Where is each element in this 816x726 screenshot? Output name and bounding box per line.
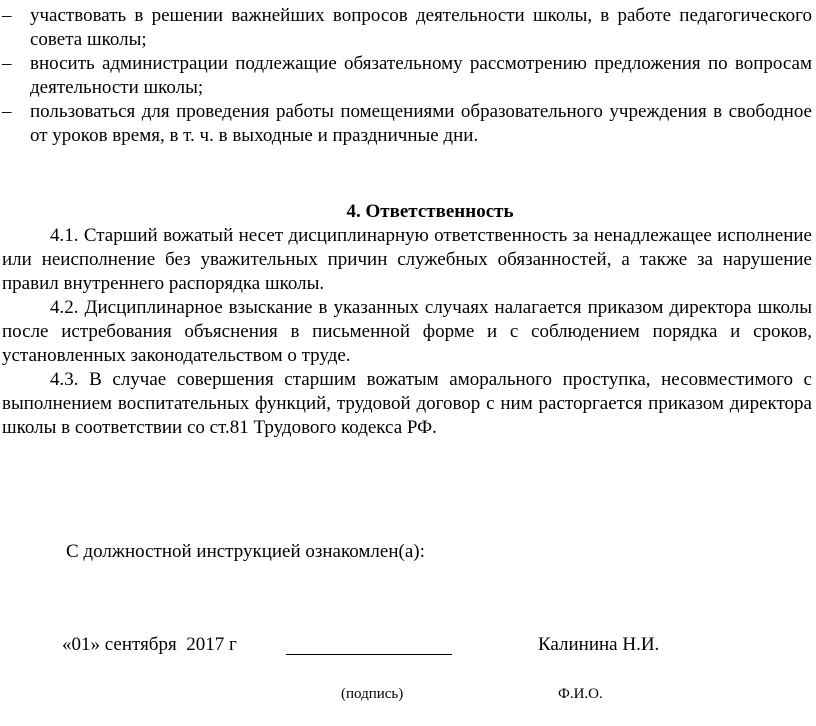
dash-marker: – xyxy=(2,53,12,74)
list-item xyxy=(2,4,812,52)
list-item-text: вносить администрации подлежащие обязательному рассмотрению предложения по вопросам деятельности школы; xyxy=(30,53,812,98)
acknowledgement-text: С должностной инструкцией ознакомлен(а): xyxy=(66,541,425,562)
section-title: 4. Ответственность xyxy=(346,201,514,222)
list-item-text: пользоваться для проведения работы помещениями образовательного учреждения в свободное от уроков время, в т. ч. в выходные и праздничные дни. xyxy=(30,101,812,146)
name-caption: Ф.И.О. xyxy=(558,686,603,702)
list-item xyxy=(2,52,812,100)
rights-list xyxy=(2,4,812,148)
signature-date: «01» сентября 2017 г xyxy=(62,634,237,655)
signature-caption: (подпись) xyxy=(341,686,404,702)
dash-marker: – xyxy=(2,5,12,26)
list-item xyxy=(2,100,812,148)
paragraph-4-3: 4.3. В случае совершения старшим вожатым аморального проступка, несовместимого с выполнением воспитательных функций, трудовой договор с ним расторгается приказом директора школы в соответствии со ст.81 Трудового кодекса РФ. xyxy=(2,369,812,438)
list-item-text: участвовать в решении важнейших вопросов деятельности школы, в работе педагогического совета школы; xyxy=(30,5,812,50)
signature-line xyxy=(286,654,452,655)
signature-name: Калинина Н.И. xyxy=(538,634,660,655)
dash-marker: – xyxy=(2,101,12,122)
paragraph-4-2: 4.2. Дисциплинарное взыскание в указанных случаях налагается приказом директора школы после истребования объяснения в письменной форме и с соблюдением порядка и сроков, установленных законодательством о труде. xyxy=(2,297,812,366)
section-body xyxy=(2,224,812,440)
paragraph-4-1: 4.1. Старший вожатый несет дисциплинарную ответственность за ненадлежащее исполнение или неисполнение без уважительных причин служебных обязанностей, а также за нарушение правил внутреннего распорядка школы. xyxy=(2,225,812,294)
